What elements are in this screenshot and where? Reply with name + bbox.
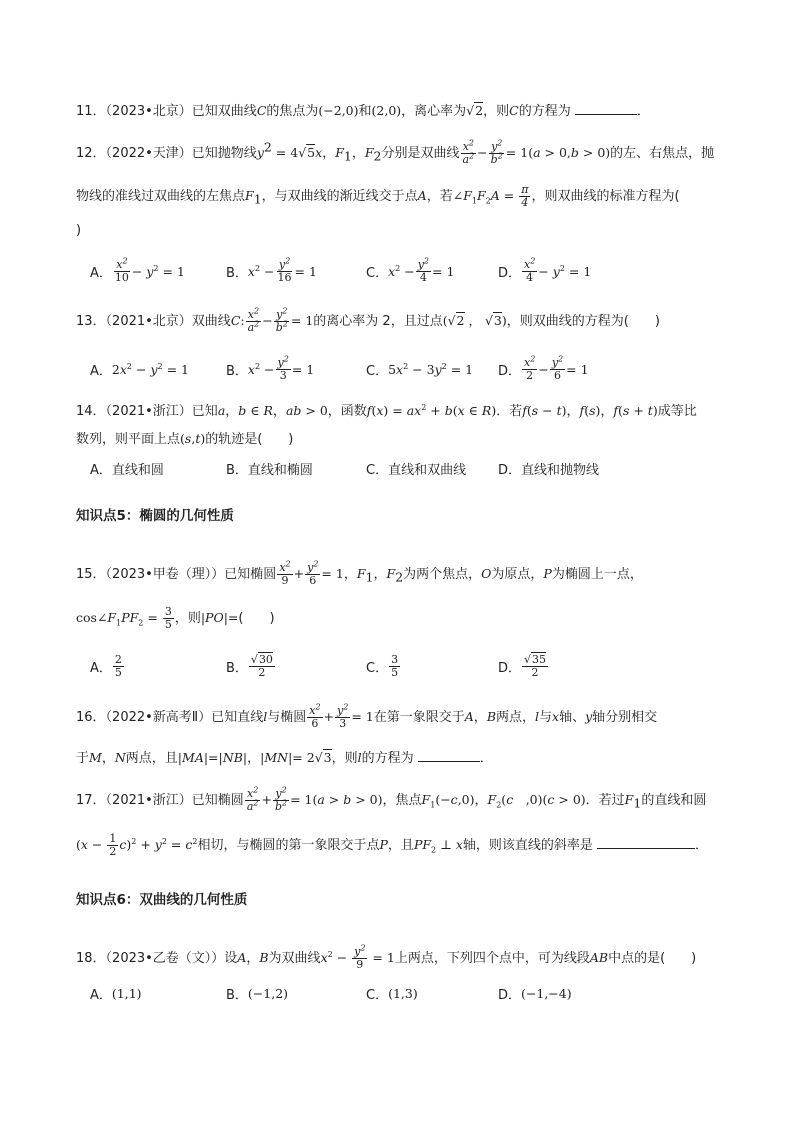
option-b[interactable]: B． $\frac{√30}{2}$ — [226, 652, 273, 679]
question-16: 16．（2022•新高考Ⅱ）已知直线l与椭圆 $\frac{x^2}{6}$ + $\frac{y^2}{3}$ = 1在第一象限交于A，B两点，l与x轴、y轴分别相交 — [76, 702, 658, 730]
option-d[interactable]: D． $\frac{x^2}{2}$ − $\frac{y^2}{6}$ = 1 — [498, 353, 589, 382]
question-17: 17．（2021•浙江）已知椭圆 $\frac{x^2}{a^2}$ + $\frac{y^2}{b^2}$ = 1(a > b > 0)，焦点$F_1(-c,0)$，$F_2(c$ ,0)(c > 0)．若过$F_1$的直线和圆 — [76, 785, 707, 813]
answer-blank[interactable] — [575, 100, 637, 115]
option-b[interactable]: B． 直线和椭圆 — [226, 462, 313, 478]
question-number: 18．（2023•乙卷（文）） — [76, 951, 225, 966]
option-a[interactable]: A． $2x^2 - y^2 = 1$ — [90, 361, 189, 379]
question-18: 18．（2023•乙卷（文））设A，B为双曲线$x^2$ − $\frac{y^2}{9}$ = 1上两点，下列四个点中，可为线段AB中点的是( ) — [76, 943, 697, 971]
option-d[interactable]: D． 直线和抛物线 — [498, 462, 600, 478]
option-c[interactable]: C． $x^2$ − $\frac{y^2}{4}$ = 1 — [366, 255, 455, 284]
question-number: 16．（2022•新高考Ⅱ） — [76, 710, 212, 725]
option-b[interactable]: B． $x^2$ − $\frac{y^2}{16}$ = 1 — [226, 255, 317, 284]
answer-blank[interactable] — [418, 747, 480, 762]
option-c[interactable]: C． 直线和双曲线 — [366, 462, 467, 478]
option-c[interactable]: C． (1,3) — [366, 985, 418, 1003]
question-15: 15．（2023•甲卷（理））已知椭圆 $\frac{x^2}{9}$ + $\frac{y^2}{6}$ = 1，$F_1$，$F_2$为两个焦点，O为原点，P为椭圆上一点， — [76, 559, 643, 587]
option-d[interactable]: D． $\frac{√35}{2}$ — [498, 652, 547, 679]
option-c[interactable]: C． $5x^2 - 3y^2 = 1$ — [366, 361, 474, 379]
option-c[interactable]: C． $\frac{3}{5}$ — [366, 652, 399, 679]
question-13: 13．（2021•北京）双曲线C: $\frac{x^2}{a^2}$ − $\frac{y^2}{b^2}$ = 1的离心率为 2，且过点(√2 ， √3)，则双曲线的方程为( ) — [76, 306, 660, 334]
option-b[interactable]: B． (−1,2) — [226, 985, 289, 1003]
option-d[interactable]: D． (−1,−4) — [498, 985, 572, 1003]
option-a[interactable]: A． (1,1) — [90, 985, 142, 1003]
question-11: 11．（2023•北京）已知双曲线C的焦点为(−2,0)和(2,0)，离心率为√2，则C的方程为 ． — [76, 100, 754, 122]
option-a[interactable]: A． $\frac{x^2}{10}$ − $y^2 = 1$ — [90, 255, 185, 284]
answer-blank[interactable] — [597, 834, 695, 849]
option-a[interactable]: A． 直线和圆 — [90, 462, 164, 478]
question-14: 14．（2021•浙江）已知a，b ∈ R，ab > 0，函数$f(x) = ax^2 + b(x$ ∈ R)．若f(s − t)，f(s)，f(s + t)成等比 — [76, 402, 697, 419]
option-b[interactable]: B． $x^2$ − $\frac{y^2}{3}$ = 1 — [226, 353, 315, 382]
option-a[interactable]: A． $\frac{2}{5}$ — [90, 652, 122, 679]
section-heading-6: 知识点6：双曲线的几何性质 — [76, 892, 248, 908]
question-number: 13．（2021•北京） — [76, 314, 192, 329]
option-d[interactable]: D． $\frac{x^2}{4}$ − $y^2 = 1$ — [498, 255, 592, 284]
question-12: 12．（2022•天津）已知抛物线$y^2 = 4√5x$，$F_1$，$F_2$分别是双曲线 $\frac{x^2}{a^2}$ − $\frac{y^2}{b^2}$ = 1(a > 0,b > 0)的左、右焦点，抛 — [76, 138, 715, 166]
question-number: 11．（2023•北京） — [76, 104, 192, 119]
question-number: 12．（2022•天津） — [76, 146, 192, 161]
question-number: 17．（2021•浙江） — [76, 793, 192, 808]
section-heading-5: 知识点5：椭圆的几何性质 — [76, 508, 234, 524]
question-number: 15．（2023•甲卷（理）） — [76, 567, 225, 582]
question-number: 14．（2021•浙江） — [76, 404, 192, 419]
